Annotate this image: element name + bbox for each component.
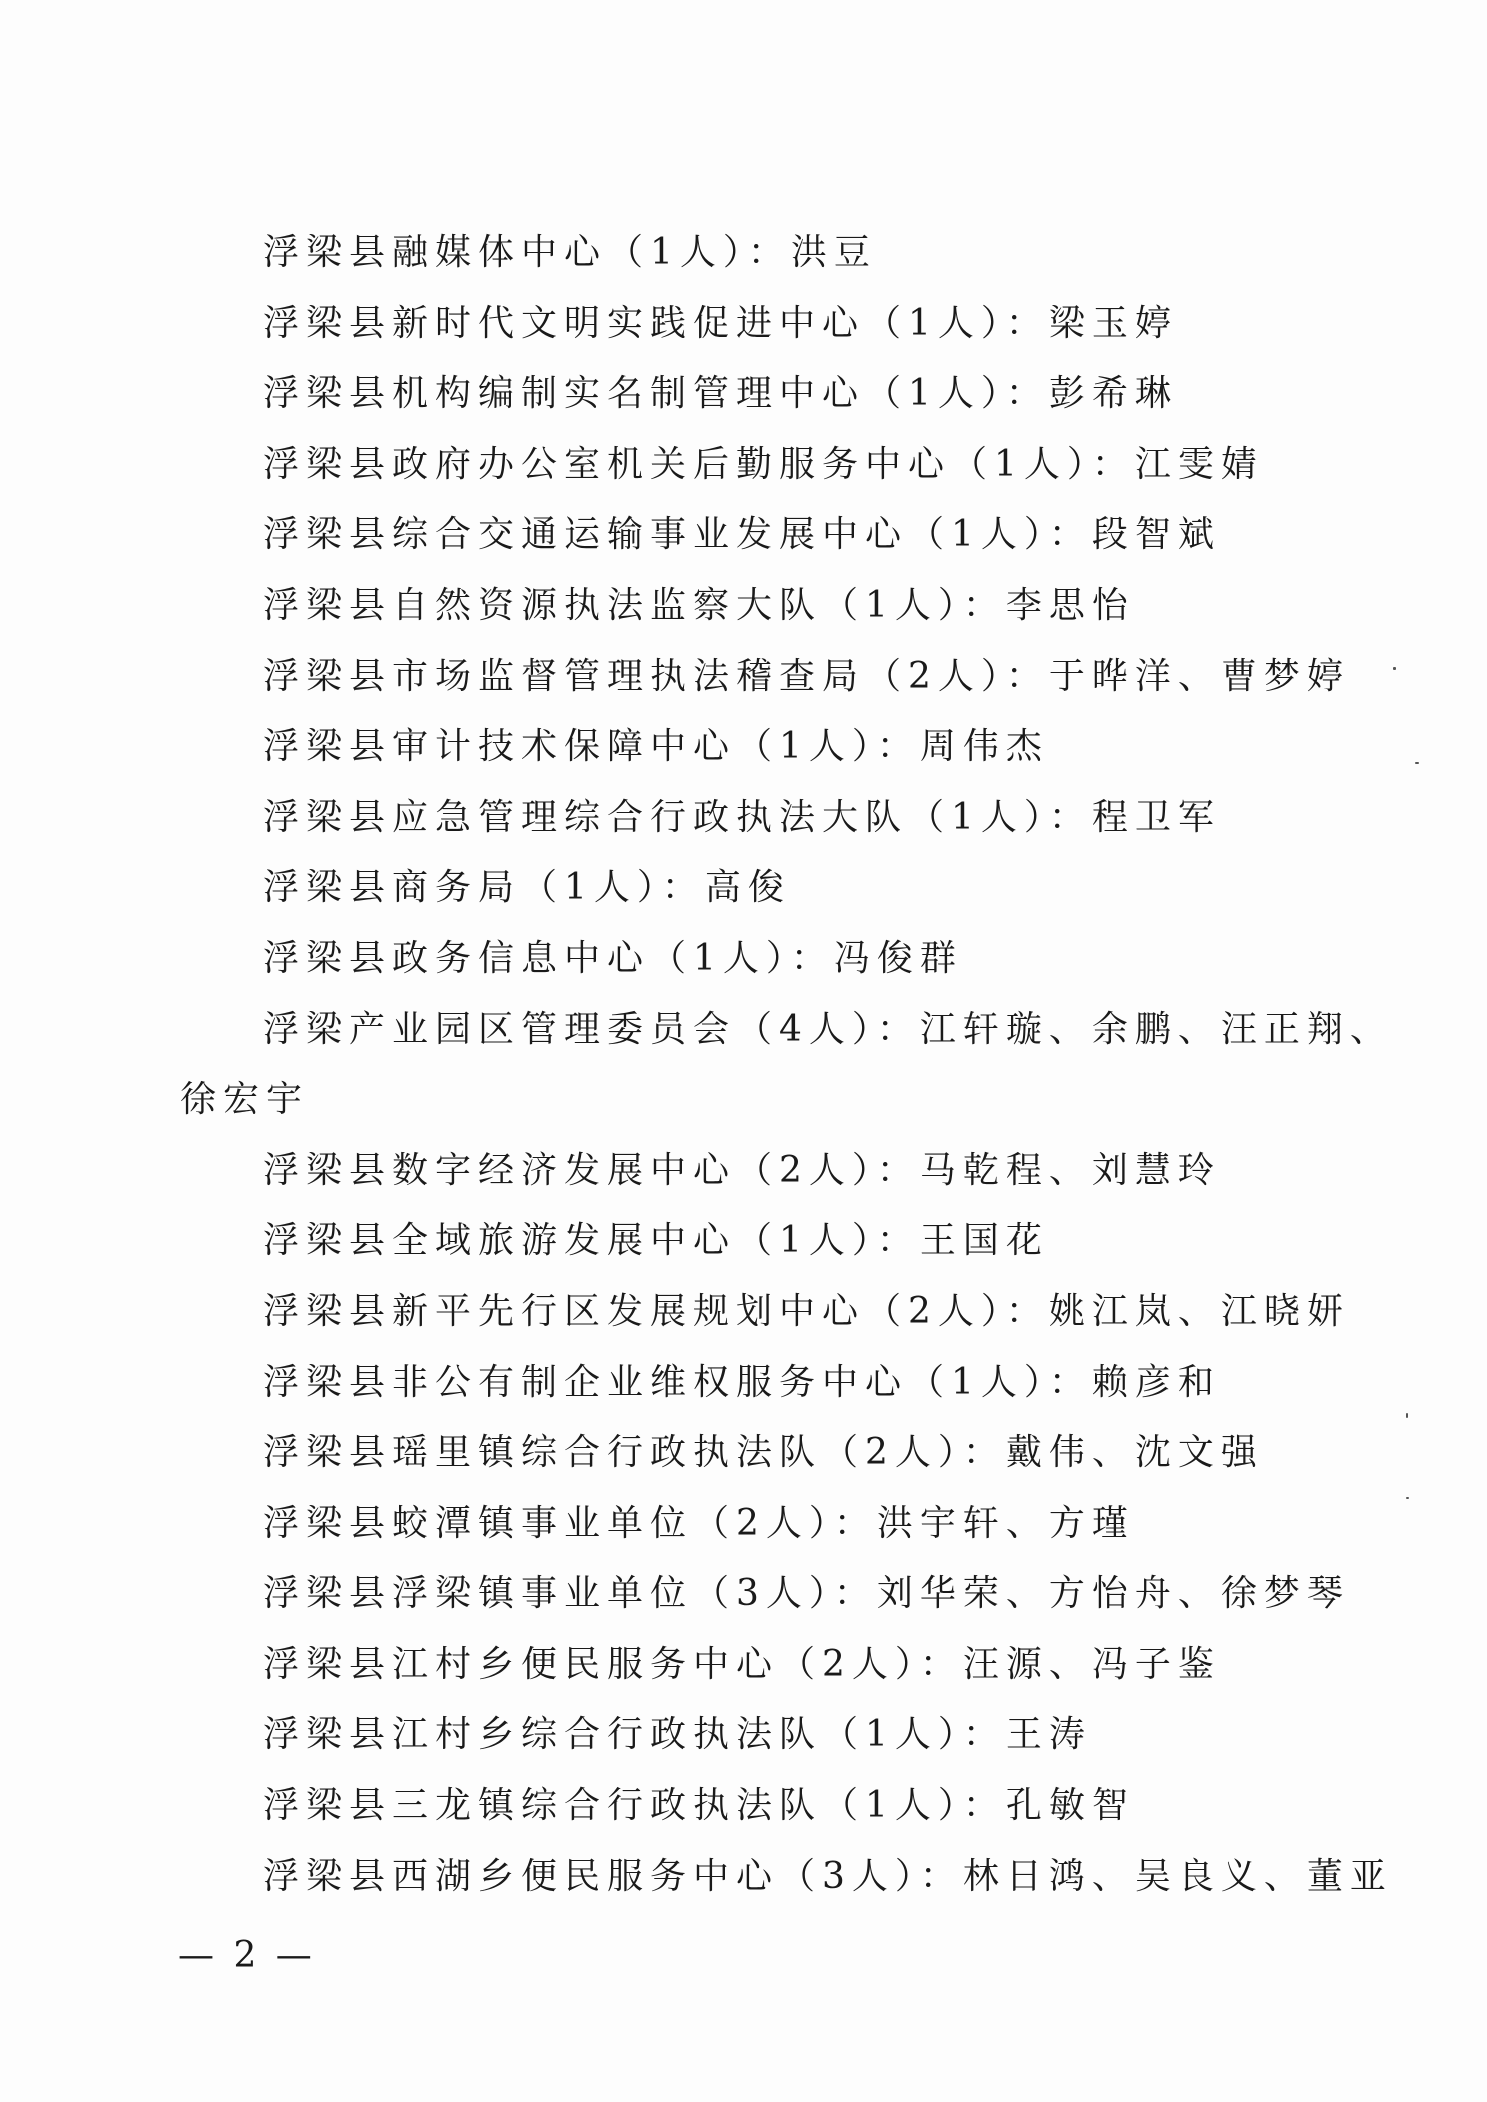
list-line: 浮梁县政务信息中心（1人）：冯俊群 bbox=[263, 937, 963, 979]
list-line: 浮梁县非公有制企业维权服务中心（1人）：赖彦和 bbox=[263, 1361, 1221, 1403]
page-number: — 2 — bbox=[178, 1935, 316, 1976]
list-line: 浮梁县蛟潭镇事业单位（2人）：洪宇轩、方瑾 bbox=[263, 1502, 1135, 1544]
scan-speck bbox=[1406, 1413, 1408, 1418]
list-line: 浮梁县应急管理综合行政执法大队（1人）：程卫军 bbox=[263, 796, 1221, 838]
personnel-list bbox=[0, 218, 1487, 1912]
list-line: 浮梁县商务局（1人）：高俊 bbox=[263, 867, 791, 909]
list-line: 浮梁县浮梁镇事业单位（3人）：刘华荣、方怡舟、徐梦琴 bbox=[263, 1573, 1350, 1615]
list-line: 浮梁县政府办公室机关后勤服务中心（1人）：江雯婧 bbox=[263, 443, 1264, 485]
list-line: 浮梁县三龙镇综合行政执法队（1人）：孔敏智 bbox=[263, 1785, 1135, 1827]
list-line: 浮梁县全域旅游发展中心（1人）：王国花 bbox=[263, 1220, 1049, 1262]
list-line: 浮梁县综合交通运输事业发展中心（1人）：段智斌 bbox=[263, 514, 1221, 556]
scan-speck bbox=[1393, 667, 1396, 670]
scan-speck bbox=[1415, 762, 1419, 764]
list-line: 浮梁县审计技术保障中心（1人）：周伟杰 bbox=[263, 726, 1049, 768]
list-line: 浮梁县机构编制实名制管理中心（1人）：彭希琳 bbox=[263, 373, 1178, 415]
list-line: 浮梁县新时代文明实践促进中心（1人）：梁玉婷 bbox=[263, 302, 1178, 344]
list-line-continuation: 徐宏宇 bbox=[180, 1079, 310, 1121]
list-line: 浮梁县数字经济发展中心（2人）：马乾程、刘慧玲 bbox=[263, 1149, 1221, 1191]
list-line: 浮梁产业园区管理委员会（4人）：江轩璇、余鹏、汪正翔、 bbox=[263, 1008, 1393, 1050]
list-line: 浮梁县市场监督管理执法稽查局（2人）：于晔洋、曹梦婷 bbox=[263, 655, 1350, 697]
list-line: 浮梁县江村乡便民服务中心（2人）：汪源、冯子鉴 bbox=[263, 1643, 1221, 1685]
list-line: 浮梁县自然资源执法监察大队（1人）：李思怡 bbox=[263, 584, 1135, 626]
list-line: 浮梁县瑶里镇综合行政执法队（2人）：戴伟、沈文强 bbox=[263, 1432, 1264, 1474]
list-line: 浮梁县江村乡综合行政执法队（1人）：王涛 bbox=[263, 1714, 1092, 1756]
list-line: 浮梁县西湖乡便民服务中心（3人）：林日鸿、吴良义、董亚 bbox=[263, 1855, 1393, 1897]
list-line: 浮梁县融媒体中心（1人）：洪豆 bbox=[263, 232, 877, 273]
list-line: 浮梁县新平先行区发展规划中心（2人）：姚江岚、江晓妍 bbox=[263, 1290, 1350, 1332]
scan-speck bbox=[1406, 1497, 1409, 1499]
